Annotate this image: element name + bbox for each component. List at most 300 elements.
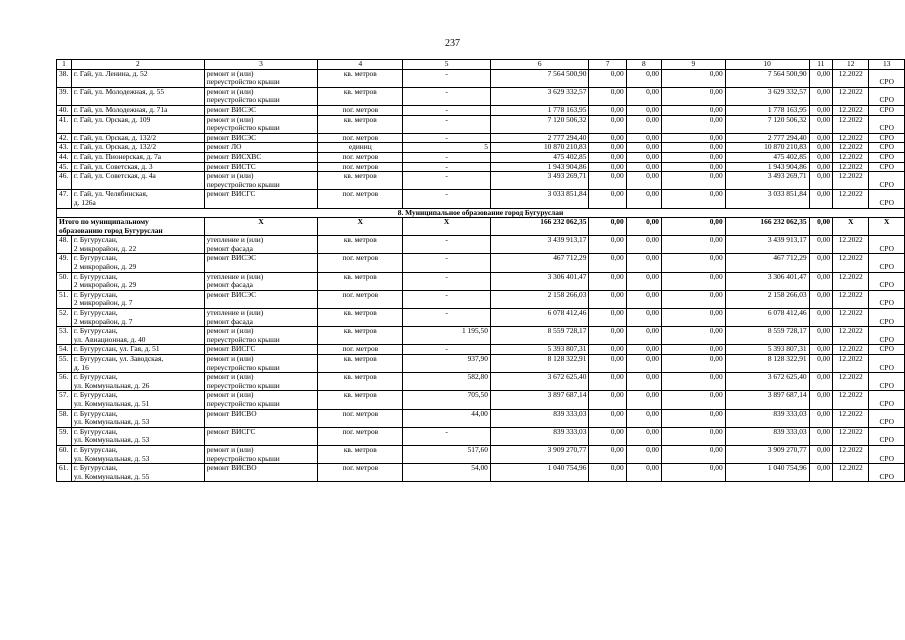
cost-cell: 3 033 851,84 — [490, 190, 589, 208]
fund-cell: 0,00 — [662, 272, 726, 290]
fund-cell: 0,00 — [589, 391, 626, 409]
fund-cell: 0,00 — [662, 172, 726, 190]
address-cell — [71, 69, 204, 87]
unit-cell: пог. метров — [318, 133, 403, 143]
quantity-cell: 1 195,50 — [403, 327, 491, 345]
cell-line: г. Бугуруслан, — [73, 235, 118, 245]
fund-cell: 0,00 — [589, 87, 626, 105]
address-cell — [71, 309, 204, 327]
fund-cell: 0,00 — [809, 445, 832, 463]
cell-line: г. Бугуруслан, — [73, 326, 118, 336]
subtotal-c3: X — [204, 218, 318, 236]
address-cell — [71, 445, 204, 463]
fund-cell: 0,00 — [809, 152, 832, 162]
fund-cell: 0,00 — [662, 236, 726, 254]
cell-line: ремонт и (или) — [206, 390, 254, 400]
total-cell: 5 393 807,31 — [725, 345, 809, 355]
fund-cell: 0,00 — [809, 69, 832, 87]
fund-cell: 0,00 — [662, 355, 726, 373]
subtotal-f2: 0,00 — [626, 218, 661, 236]
fund-cell: 0,00 — [626, 152, 661, 162]
table-row — [57, 69, 905, 87]
column-number-row — [57, 60, 905, 70]
fund-cell: 0,00 — [589, 172, 626, 190]
quantity-cell: 582,80 — [403, 373, 491, 391]
fund-cell: 0,00 — [662, 115, 726, 133]
cost-cell: 1 040 754,96 — [490, 464, 589, 482]
fund-cell: 0,00 — [589, 133, 626, 143]
cell-line: ремонт ВИСЭС — [206, 253, 257, 263]
cell-line: ул. Коммунальная, д. 55 — [73, 471, 150, 481]
row-number: 52. — [57, 309, 72, 327]
unit-cell: кв. метров — [318, 309, 403, 327]
work-type-cell — [204, 290, 318, 308]
date-cell: 12.2022 — [833, 254, 869, 272]
method-cell: СРО — [869, 190, 905, 208]
method-cell: СРО — [869, 115, 905, 133]
date-cell: 12.2022 — [833, 309, 869, 327]
fund-cell: 0,00 — [589, 409, 626, 427]
work-type-cell — [204, 327, 318, 345]
page-number: 237 — [445, 38, 460, 49]
date-cell: 12.2022 — [833, 272, 869, 290]
fund-cell: 0,00 — [809, 172, 832, 190]
row-number: 50. — [57, 272, 72, 290]
cell-line: ремонт фасада — [206, 280, 253, 290]
fund-cell: 0,00 — [809, 290, 832, 308]
method-cell: СРО — [869, 172, 905, 190]
fund-cell: 0,00 — [626, 87, 661, 105]
method-cell: СРО — [869, 152, 905, 162]
fund-cell: 0,00 — [809, 115, 832, 133]
work-type-cell — [204, 69, 318, 87]
cell-line: ремонт ВИСЭС — [206, 105, 257, 114]
address-cell — [71, 327, 204, 345]
quantity-cell: - — [403, 105, 491, 115]
row-number: 44. — [57, 152, 72, 162]
fund-cell: 0,00 — [589, 190, 626, 208]
quantity-cell: - — [403, 87, 491, 105]
unit-cell: пог. метров — [318, 345, 403, 355]
unit-cell: единиц — [318, 143, 403, 153]
table-row — [57, 373, 905, 391]
fund-cell: 0,00 — [589, 143, 626, 153]
cell-line: г. Бугуруслан, — [73, 390, 118, 400]
table-row — [57, 133, 905, 143]
cell-line: переустройство крыши — [206, 123, 280, 133]
quantity-cell: - — [403, 236, 491, 254]
unit-cell: кв. метров — [318, 445, 403, 463]
work-type-cell — [204, 345, 318, 355]
cost-cell: 8 128 322,91 — [490, 355, 589, 373]
unit-cell: кв. метров — [318, 272, 403, 290]
total-cell: 7 120 506,32 — [725, 115, 809, 133]
work-type-cell — [204, 133, 318, 143]
fund-cell: 0,00 — [662, 445, 726, 463]
total-cell: 3 909 270,77 — [725, 445, 809, 463]
address-cell — [71, 105, 204, 115]
fund-cell: 0,00 — [809, 309, 832, 327]
subtotal-row — [57, 218, 905, 236]
fund-cell: 0,00 — [662, 391, 726, 409]
fund-cell: 0,00 — [626, 409, 661, 427]
address-cell — [71, 115, 204, 133]
fund-cell: 0,00 — [662, 254, 726, 272]
address-cell — [71, 290, 204, 308]
column-number: 1 — [57, 60, 72, 70]
total-cell: 467 712,29 — [725, 254, 809, 272]
row-number: 55. — [57, 355, 72, 373]
address-cell — [71, 162, 204, 172]
row-number: 49. — [57, 254, 72, 272]
cost-cell: 2 158 266,03 — [490, 290, 589, 308]
column-number: 3 — [204, 60, 318, 70]
row-number: 42. — [57, 133, 72, 143]
cell-line: ремонт ВИСГС — [206, 427, 256, 436]
table-row — [57, 105, 905, 115]
fund-cell: 0,00 — [626, 190, 661, 208]
quantity-cell: 5 — [403, 143, 491, 153]
quantity-cell: - — [403, 254, 491, 272]
fund-cell: 0,00 — [626, 445, 661, 463]
fund-cell: 0,00 — [662, 309, 726, 327]
total-cell: 8 128 322,91 — [725, 355, 809, 373]
date-cell: 12.2022 — [833, 373, 869, 391]
address-cell — [71, 172, 204, 190]
fund-cell: 0,00 — [662, 69, 726, 87]
unit-cell: кв. метров — [318, 391, 403, 409]
quantity-cell: 705,50 — [403, 391, 491, 409]
fund-cell: 0,00 — [589, 427, 626, 445]
cell-line: ул. Коммунальная, д. 53 — [73, 453, 150, 463]
date-cell: 12.2022 — [833, 87, 869, 105]
work-type-cell — [204, 373, 318, 391]
section-title: 8. Муниципальное образование город Бугуруслан — [57, 208, 905, 218]
work-type-cell — [204, 105, 318, 115]
address-cell — [71, 254, 204, 272]
cell-line: г. Гай, ул. Советская, д. 4а — [73, 171, 156, 181]
column-number: 9 — [662, 60, 726, 70]
address-cell — [71, 152, 204, 162]
row-number: 59. — [57, 427, 72, 445]
work-type-cell — [204, 391, 318, 409]
address-cell — [71, 133, 204, 143]
fund-cell: 0,00 — [809, 105, 832, 115]
work-schedule-table — [56, 59, 905, 482]
method-cell: СРО — [869, 327, 905, 345]
fund-cell: 0,00 — [662, 190, 726, 208]
fund-cell: 0,00 — [589, 327, 626, 345]
date-cell: 12.2022 — [833, 69, 869, 87]
fund-cell: 0,00 — [589, 162, 626, 172]
date-cell: 12.2022 — [833, 190, 869, 208]
fund-cell: 0,00 — [809, 133, 832, 143]
cell-line: ул. Коммунальная, д. 26 — [73, 380, 150, 390]
method-cell: СРО — [869, 69, 905, 87]
fund-cell: 0,00 — [626, 254, 661, 272]
fund-cell: 0,00 — [626, 391, 661, 409]
cost-cell: 839 333,03 — [490, 409, 589, 427]
fund-cell: 0,00 — [662, 464, 726, 482]
fund-cell: 0,00 — [662, 409, 726, 427]
cell-line: ул. Коммунальная, д. 53 — [73, 417, 150, 427]
cell-line: переустройство крыши — [206, 398, 280, 408]
row-number: 43. — [57, 143, 72, 153]
fund-cell: 0,00 — [589, 152, 626, 162]
cell-line: переустройство крыши — [206, 77, 280, 87]
quantity-cell: - — [403, 162, 491, 172]
table-row — [57, 272, 905, 290]
fund-cell: 0,00 — [809, 162, 832, 172]
cell-line: г. Бугуруслан, — [73, 272, 118, 281]
address-cell — [71, 391, 204, 409]
table-row — [57, 355, 905, 373]
column-number: 13 — [869, 60, 905, 70]
total-cell: 3 306 401,47 — [725, 272, 809, 290]
column-number: 11 — [809, 60, 832, 70]
work-type-cell — [204, 115, 318, 133]
fund-cell: 0,00 — [809, 87, 832, 105]
cell-line: переустройство крыши — [206, 334, 280, 344]
cell-line: г. Гай, ул. Ленина, д. 52 — [73, 69, 148, 78]
table-row — [57, 236, 905, 254]
address-cell — [71, 190, 204, 208]
cell-line: ул. Авиационная, д. 40 — [73, 334, 146, 344]
unit-cell: кв. метров — [318, 327, 403, 345]
unit-cell: пог. метров — [318, 409, 403, 427]
fund-cell: 0,00 — [589, 355, 626, 373]
fund-cell: 0,00 — [589, 373, 626, 391]
cell-line: г. Гай, ул. Советская, д. 3 — [73, 162, 153, 171]
method-cell: СРО — [869, 464, 905, 482]
subtotal-total: 166 232 062,35 — [725, 218, 809, 236]
method-cell: СРО — [869, 133, 905, 143]
column-number: 8 — [626, 60, 661, 70]
row-number: 58. — [57, 409, 72, 427]
date-cell: 12.2022 — [833, 355, 869, 373]
fund-cell: 0,00 — [809, 143, 832, 153]
address-cell — [71, 373, 204, 391]
date-cell: 12.2022 — [833, 345, 869, 355]
row-number: 57. — [57, 391, 72, 409]
method-cell: СРО — [869, 290, 905, 308]
total-cell: 7 564 500,90 — [725, 69, 809, 87]
cell-line: г. Бугуруслан, — [73, 253, 118, 263]
cost-cell: 3 439 913,17 — [490, 236, 589, 254]
row-number: 40. — [57, 105, 72, 115]
quantity-cell: - — [403, 290, 491, 308]
total-cell: 8 559 728,17 — [725, 327, 809, 345]
table-row — [57, 345, 905, 355]
fund-cell: 0,00 — [662, 373, 726, 391]
fund-cell: 0,00 — [662, 133, 726, 143]
row-number: 39. — [57, 87, 72, 105]
cell-line: д. 126а — [73, 197, 96, 207]
cost-cell: 6 078 412,46 — [490, 309, 589, 327]
date-cell: 12.2022 — [833, 172, 869, 190]
work-type-cell — [204, 190, 318, 208]
fund-cell: 0,00 — [626, 133, 661, 143]
total-cell: 2 777 294,40 — [725, 133, 809, 143]
date-cell: 12.2022 — [833, 445, 869, 463]
cost-cell: 7 120 506,32 — [490, 115, 589, 133]
method-cell: СРО — [869, 409, 905, 427]
fund-cell: 0,00 — [809, 254, 832, 272]
table-row — [57, 162, 905, 172]
total-cell: 3 672 625,40 — [725, 373, 809, 391]
unit-cell: кв. метров — [318, 355, 403, 373]
address-cell — [71, 464, 204, 482]
cell-line: переустройство крыши — [206, 95, 280, 105]
total-cell: 3 033 851,84 — [725, 190, 809, 208]
cell-line: ремонт и (или) — [206, 69, 254, 78]
column-number: 5 — [403, 60, 491, 70]
total-cell: 3 629 332,57 — [725, 87, 809, 105]
table-row — [57, 309, 905, 327]
address-cell — [71, 409, 204, 427]
unit-cell: кв. метров — [318, 236, 403, 254]
table-row — [57, 152, 905, 162]
quantity-cell: - — [403, 133, 491, 143]
date-cell: 12.2022 — [833, 143, 869, 153]
quantity-cell: - — [403, 69, 491, 87]
cell-line: ремонт ВИСВО — [206, 409, 257, 418]
cell-line: д. 16 — [73, 362, 89, 372]
fund-cell: 0,00 — [809, 409, 832, 427]
work-type-cell — [204, 143, 318, 153]
cost-cell: 3 672 625,40 — [490, 373, 589, 391]
subtotal-cost: 166 232 062,35 — [490, 218, 589, 236]
column-number: 12 — [833, 60, 869, 70]
address-cell — [71, 143, 204, 153]
cell-line: утепление и (или) — [206, 308, 264, 318]
cell-line: 2 микрорайон, д. 29 — [73, 262, 137, 272]
cell-line: ремонт и (или) — [206, 171, 254, 181]
cost-cell: 3 629 332,57 — [490, 87, 589, 105]
fund-cell: 0,00 — [626, 143, 661, 153]
fund-cell: 0,00 — [626, 309, 661, 327]
quantity-cell: 517,60 — [403, 445, 491, 463]
total-cell: 6 078 412,46 — [725, 309, 809, 327]
cell-line: ремонт и (или) — [206, 326, 254, 336]
fund-cell: 0,00 — [589, 464, 626, 482]
unit-cell: кв. метров — [318, 373, 403, 391]
cell-line: г. Гай, ул. Молодежная, д. 55 — [73, 87, 165, 96]
cell-line: ремонт и (или) — [206, 87, 254, 96]
total-cell: 839 333,03 — [725, 409, 809, 427]
cell-line: г. Гай, ул. Молодежная, д. 71а — [73, 105, 168, 114]
fund-cell: 0,00 — [662, 345, 726, 355]
row-number: 53. — [57, 327, 72, 345]
cell-line: переустройство крыши — [206, 380, 280, 390]
date-cell: 12.2022 — [833, 427, 869, 445]
method-cell: СРО — [869, 162, 905, 172]
table-row — [57, 172, 905, 190]
work-type-cell — [204, 427, 318, 445]
date-cell: 12.2022 — [833, 133, 869, 143]
method-cell: СРО — [869, 309, 905, 327]
row-number: 61. — [57, 464, 72, 482]
fund-cell: 0,00 — [662, 152, 726, 162]
table-row — [57, 190, 905, 208]
cell-line: ремонт фасада — [206, 316, 253, 326]
method-cell: СРО — [869, 445, 905, 463]
method-cell: СРО — [869, 345, 905, 355]
column-number: 2 — [71, 60, 204, 70]
table-row — [57, 254, 905, 272]
fund-cell: 0,00 — [626, 345, 661, 355]
unit-cell: кв. метров — [318, 115, 403, 133]
total-cell: 3 439 913,17 — [725, 236, 809, 254]
row-number: 60. — [57, 445, 72, 463]
unit-cell: пог. метров — [318, 427, 403, 445]
work-type-cell — [204, 409, 318, 427]
subtotal-label — [57, 218, 205, 236]
cell-line: 2 микрорайон, д. 22 — [73, 243, 137, 253]
table-row — [57, 464, 905, 482]
cost-cell: 1 943 904,86 — [490, 162, 589, 172]
fund-cell: 0,00 — [589, 290, 626, 308]
work-type-cell — [204, 236, 318, 254]
fund-cell: 0,00 — [589, 236, 626, 254]
fund-cell: 0,00 — [809, 190, 832, 208]
cell-line: г. Бугуруслан, — [73, 372, 118, 382]
method-cell: СРО — [869, 373, 905, 391]
work-type-cell — [204, 172, 318, 190]
cell-line: ремонт ВИСТС — [206, 162, 256, 171]
cell-line: г. Гай, ул. Челябинская, — [73, 189, 148, 199]
cost-cell: 475 402,85 — [490, 152, 589, 162]
cell-line: 2 микрорайон, д. 29 — [73, 280, 137, 290]
cell-line: ремонт и (или) — [206, 372, 254, 382]
quantity-cell: 937,90 — [403, 355, 491, 373]
column-number: 4 — [318, 60, 403, 70]
unit-cell: пог. метров — [318, 464, 403, 482]
cost-cell: 7 564 500,90 — [490, 69, 589, 87]
fund-cell: 0,00 — [626, 162, 661, 172]
fund-cell: 0,00 — [589, 309, 626, 327]
cost-cell: 2 777 294,40 — [490, 133, 589, 143]
date-cell: 12.2022 — [833, 115, 869, 133]
cell-line: г. Бугуруслан, — [73, 463, 118, 473]
row-number: 46. — [57, 172, 72, 190]
work-type-cell — [204, 355, 318, 373]
cell-line: ремонт и (или) — [206, 354, 254, 363]
table-row — [57, 87, 905, 105]
row-number: 56. — [57, 373, 72, 391]
row-number: 41. — [57, 115, 72, 133]
fund-cell: 0,00 — [626, 290, 661, 308]
row-number: 54. — [57, 345, 72, 355]
cell-line: ремонт ВИСВО — [206, 463, 257, 473]
cost-cell: 1 778 163,95 — [490, 105, 589, 115]
total-cell: 1 778 163,95 — [725, 105, 809, 115]
cell-line: ремонт и (или) — [206, 445, 254, 454]
cost-cell: 3 493 269,71 — [490, 172, 589, 190]
unit-cell: пог. метров — [318, 190, 403, 208]
cost-cell: 3 306 401,47 — [490, 272, 589, 290]
address-cell — [71, 272, 204, 290]
row-number: 47. — [57, 190, 72, 208]
row-number: 51. — [57, 290, 72, 308]
fund-cell: 0,00 — [809, 427, 832, 445]
fund-cell: 0,00 — [626, 105, 661, 115]
cell-line: Итого по муниципальному — [59, 217, 149, 227]
address-cell — [71, 427, 204, 445]
column-number: 10 — [725, 60, 809, 70]
work-type-cell — [204, 309, 318, 327]
cell-line: ул. Коммунальная, д. 51 — [73, 398, 150, 408]
